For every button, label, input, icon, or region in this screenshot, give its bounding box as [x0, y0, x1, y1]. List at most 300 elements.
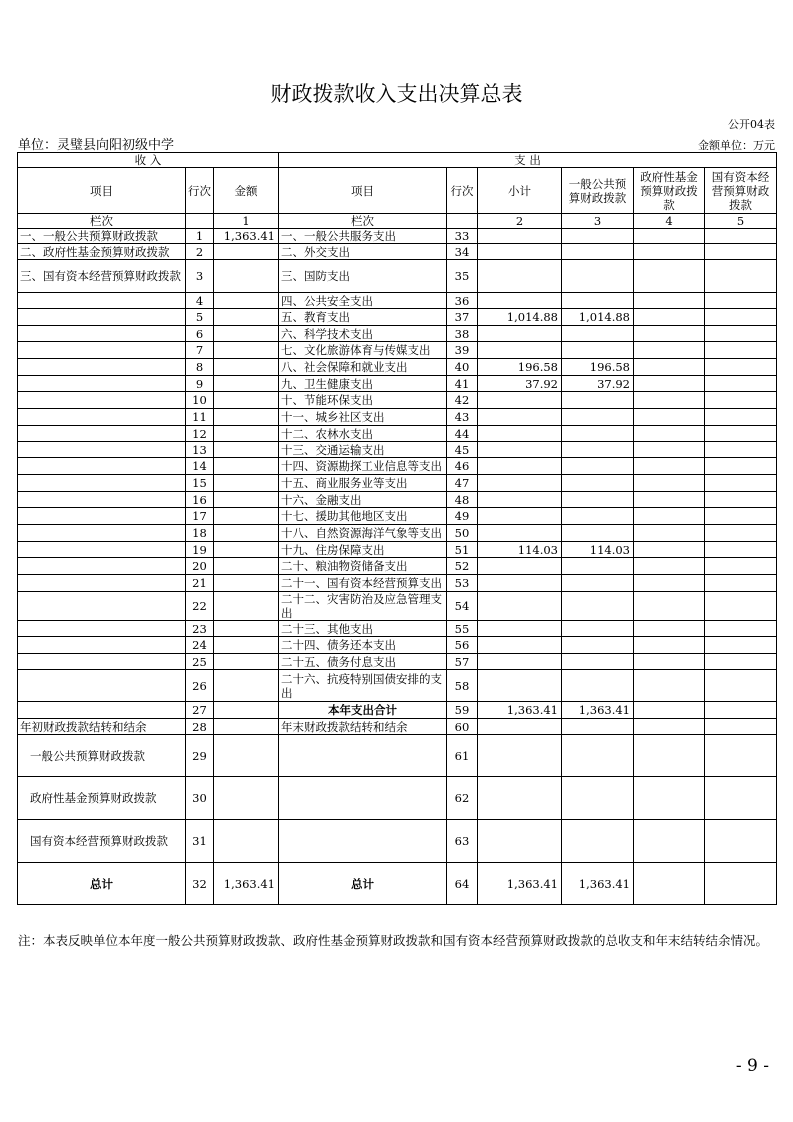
table-row [18, 475, 777, 492]
expense-state [705, 637, 777, 654]
expense-state [705, 342, 777, 359]
table-row [18, 260, 777, 293]
unit-label: 单位：灵璧县向阳初级中学 [18, 138, 175, 153]
income-line: 4 [186, 293, 214, 309]
income-line: 23 [186, 621, 214, 637]
table-row [18, 735, 777, 777]
expense-item: 八、社会保障和就业支出 [279, 359, 447, 376]
income-line: 2 [186, 244, 214, 260]
income-item [18, 442, 186, 458]
expense-general [562, 575, 634, 592]
expense-subtotal [478, 426, 562, 442]
expense-state [705, 442, 777, 458]
expense-general [562, 777, 634, 820]
expense-state [705, 376, 777, 392]
expense-fund [634, 229, 705, 244]
expense-state [705, 309, 777, 326]
expense-subtotal [478, 719, 562, 735]
expense-subtotal [478, 392, 562, 409]
expense-fund [634, 458, 705, 475]
expense-fund [634, 309, 705, 326]
table-row [18, 342, 777, 359]
expense-state [705, 458, 777, 475]
table-row [18, 719, 777, 735]
income-amount [214, 525, 279, 542]
expense-fund [634, 260, 705, 293]
income-item [18, 525, 186, 542]
expense-general [562, 475, 634, 492]
expense-line: 38 [447, 326, 478, 342]
expense-subtotal: 1,363.41 [478, 702, 562, 719]
expense-general: 1,363.41 [562, 702, 634, 719]
income-item [18, 342, 186, 359]
income-item [18, 654, 186, 670]
income-item: 三、国有资本经营预算财政拨款 [18, 260, 186, 293]
income-section-header: 收 入 [18, 153, 279, 168]
income-amount [214, 820, 279, 863]
expense-fund [634, 293, 705, 309]
expense-state [705, 244, 777, 260]
expense-general [562, 621, 634, 637]
expense-line: 44 [447, 426, 478, 442]
expense-subtotal [478, 475, 562, 492]
income-line: 29 [186, 735, 214, 777]
expense-state [705, 820, 777, 863]
expense-state [705, 575, 777, 592]
table-row [18, 392, 777, 409]
expense-state [705, 492, 777, 508]
expense-line: 35 [447, 260, 478, 293]
expense-line: 40 [447, 359, 478, 376]
income-line: 7 [186, 342, 214, 359]
expense-fund [634, 342, 705, 359]
money-unit: 金额单位：万元 [698, 139, 775, 152]
expense-state [705, 260, 777, 293]
income-amount [214, 409, 279, 426]
column-row-empty2 [447, 214, 478, 229]
expense-state [705, 621, 777, 637]
income-amount [214, 575, 279, 592]
income-item [18, 392, 186, 409]
budget-table [17, 152, 777, 905]
expense-fund [634, 621, 705, 637]
income-item [18, 492, 186, 508]
expense-item: 九、卫生健康支出 [279, 376, 447, 392]
income-line: 5 [186, 309, 214, 326]
expense-general [562, 558, 634, 575]
expense-fund [634, 376, 705, 392]
expense-item: 二十三、其他支出 [279, 621, 447, 637]
expense-item: 一、一般公共服务支出 [279, 229, 447, 244]
expense-subtotal: 196.58 [478, 359, 562, 376]
income-line: 17 [186, 508, 214, 525]
expense-fund [634, 719, 705, 735]
table-row [18, 409, 777, 426]
expense-subtotal [478, 525, 562, 542]
expense-general [562, 442, 634, 458]
expense-general [562, 637, 634, 654]
expense-general [562, 426, 634, 442]
income-item: 总计 [18, 863, 186, 905]
expense-subtotal [478, 508, 562, 525]
expense-fund [634, 702, 705, 719]
expense-fund [634, 542, 705, 558]
income-item [18, 621, 186, 637]
expense-general: 1,363.41 [562, 863, 634, 905]
table-row [18, 558, 777, 575]
expense-item: 十一、城乡社区支出 [279, 409, 447, 426]
income-amount [214, 654, 279, 670]
expense-line: 49 [447, 508, 478, 525]
income-item [18, 326, 186, 342]
expense-fund [634, 442, 705, 458]
expense-fund [634, 392, 705, 409]
expense-item: 六、科学技术支出 [279, 326, 447, 342]
income-amount [214, 621, 279, 637]
income-line: 27 [186, 702, 214, 719]
expense-item: 十九、住房保障支出 [279, 542, 447, 558]
income-line: 14 [186, 458, 214, 475]
expense-general [562, 592, 634, 621]
income-line: 31 [186, 820, 214, 863]
expense-general [562, 654, 634, 670]
income-item: 二、政府性基金预算财政拨款 [18, 244, 186, 260]
expense-subtotal [478, 409, 562, 426]
expense-fund [634, 492, 705, 508]
expense-fund [634, 244, 705, 260]
expense-subtotal [478, 326, 562, 342]
page-number: - 9 - [735, 1056, 769, 1076]
expense-item: 十二、农林水支出 [279, 426, 447, 442]
expense-item: 十五、商业服务业等支出 [279, 475, 447, 492]
income-amount [214, 637, 279, 654]
expense-item: 十、节能环保支出 [279, 392, 447, 409]
expense-general [562, 735, 634, 777]
expense-line: 42 [447, 392, 478, 409]
income-item: 国有资本经营预算财政拨款 [18, 820, 186, 863]
expense-fund [634, 409, 705, 426]
income-line: 21 [186, 575, 214, 592]
income-line: 9 [186, 376, 214, 392]
expense-line: 58 [447, 670, 478, 702]
expense-line: 33 [447, 229, 478, 244]
expense-item: 四、公共安全支出 [279, 293, 447, 309]
expense-general [562, 342, 634, 359]
column-row-c5: 5 [705, 214, 777, 229]
expense-state [705, 409, 777, 426]
expense-line: 47 [447, 475, 478, 492]
income-amount [214, 442, 279, 458]
expense-subtotal [478, 621, 562, 637]
expense-item: 本年支出合计 [279, 702, 447, 719]
income-amount [214, 735, 279, 777]
expense-state [705, 702, 777, 719]
expense-subtotal [478, 592, 562, 621]
column-row-c2: 2 [478, 214, 562, 229]
expense-subtotal [478, 654, 562, 670]
income-line: 16 [186, 492, 214, 508]
income-amount [214, 702, 279, 719]
expense-line: 54 [447, 592, 478, 621]
expense-fund [634, 575, 705, 592]
column-row-label2: 栏次 [279, 214, 447, 229]
expense-state [705, 475, 777, 492]
expense-state [705, 592, 777, 621]
income-item [18, 376, 186, 392]
income-amount [214, 309, 279, 326]
expense-item: 七、文化旅游体育与传媒支出 [279, 342, 447, 359]
expense-subtotal: 114.03 [478, 542, 562, 558]
expense-state [705, 392, 777, 409]
expense-subtotal [478, 670, 562, 702]
expense-general [562, 392, 634, 409]
expense-item [279, 777, 447, 820]
expense-line: 64 [447, 863, 478, 905]
table-row [18, 508, 777, 525]
expense-fund [634, 637, 705, 654]
expense-line: 50 [447, 525, 478, 542]
income-line: 22 [186, 592, 214, 621]
table-row [18, 575, 777, 592]
income-line: 10 [186, 392, 214, 409]
income-amount [214, 376, 279, 392]
income-amount [214, 458, 279, 475]
expense-line: 62 [447, 777, 478, 820]
expense-state [705, 863, 777, 905]
expense-subtotal [478, 244, 562, 260]
income-line: 11 [186, 409, 214, 426]
expense-state [705, 558, 777, 575]
income-item [18, 637, 186, 654]
income-amount [214, 342, 279, 359]
income-amount: 1,363.41 [214, 863, 279, 905]
expense-subtotal: 1,014.88 [478, 309, 562, 326]
expense-general [562, 326, 634, 342]
expense-state [705, 293, 777, 309]
table-row [18, 525, 777, 542]
table-row [18, 244, 777, 260]
expense-subtotal [478, 777, 562, 820]
income-line: 24 [186, 637, 214, 654]
income-item [18, 359, 186, 376]
expense-state [705, 525, 777, 542]
table-row [18, 376, 777, 392]
expense-general [562, 260, 634, 293]
income-item: 政府性基金预算财政拨款 [18, 777, 186, 820]
income-amount [214, 777, 279, 820]
income-item: 一般公共预算财政拨款 [18, 735, 186, 777]
expense-general [562, 293, 634, 309]
header-item: 项目 [18, 168, 186, 214]
income-item [18, 426, 186, 442]
income-item [18, 409, 186, 426]
income-line: 12 [186, 426, 214, 442]
column-row-c3: 3 [562, 214, 634, 229]
expense-general [562, 244, 634, 260]
expense-subtotal [478, 458, 562, 475]
income-line: 13 [186, 442, 214, 458]
expense-general: 196.58 [562, 359, 634, 376]
expense-item: 十七、援助其他地区支出 [279, 508, 447, 525]
expense-item: 二十四、债务还本支出 [279, 637, 447, 654]
income-line: 20 [186, 558, 214, 575]
income-amount [214, 426, 279, 442]
table-row [18, 293, 777, 309]
column-row-label: 栏次 [18, 214, 186, 229]
income-item [18, 309, 186, 326]
expense-fund [634, 475, 705, 492]
expense-subtotal [478, 293, 562, 309]
header-fund: 政府性基金预算财政拨款 [634, 168, 705, 214]
income-amount [214, 508, 279, 525]
income-item: 一、一般公共预算财政拨款 [18, 229, 186, 244]
expense-line: 36 [447, 293, 478, 309]
income-item [18, 670, 186, 702]
expense-general [562, 409, 634, 426]
income-amount [214, 392, 279, 409]
expense-state [705, 735, 777, 777]
table-row [18, 326, 777, 342]
expense-subtotal [478, 342, 562, 359]
income-amount [214, 670, 279, 702]
expense-item: 年末财政拨款结转和结余 [279, 719, 447, 735]
header-line: 行次 [186, 168, 214, 214]
expense-line: 57 [447, 654, 478, 670]
expense-line: 56 [447, 637, 478, 654]
income-item: 年初财政拨款结转和结余 [18, 719, 186, 735]
expense-fund [634, 654, 705, 670]
expense-general [562, 229, 634, 244]
expense-subtotal [478, 637, 562, 654]
table-row [18, 777, 777, 820]
expense-section-header: 支 出 [279, 153, 777, 168]
expense-general: 1,014.88 [562, 309, 634, 326]
expense-fund [634, 820, 705, 863]
income-item [18, 542, 186, 558]
expense-subtotal [478, 735, 562, 777]
expense-item: 五、教育支出 [279, 309, 447, 326]
expense-state [705, 654, 777, 670]
expense-state [705, 426, 777, 442]
expense-subtotal [478, 492, 562, 508]
income-amount [214, 293, 279, 309]
page-title: 财政拨款收入支出决算总表 [270, 82, 523, 106]
income-amount [214, 475, 279, 492]
expense-general: 37.92 [562, 376, 634, 392]
table-row [18, 621, 777, 637]
expense-state [705, 670, 777, 702]
income-amount [214, 719, 279, 735]
expense-line: 43 [447, 409, 478, 426]
expense-general: 114.03 [562, 542, 634, 558]
header-state: 国有资本经营预算财政拨款 [705, 168, 777, 214]
expense-general [562, 525, 634, 542]
income-line: 28 [186, 719, 214, 735]
expense-line: 55 [447, 621, 478, 637]
expense-item [279, 735, 447, 777]
income-item [18, 458, 186, 475]
expense-state [705, 508, 777, 525]
header-subtotal: 小计 [478, 168, 562, 214]
expense-fund [634, 426, 705, 442]
expense-fund [634, 592, 705, 621]
income-line: 30 [186, 777, 214, 820]
header-line2: 行次 [447, 168, 478, 214]
expense-line: 61 [447, 735, 478, 777]
income-amount [214, 558, 279, 575]
footnote: 注：本表反映单位本年度一般公共预算财政拨款、政府性基金预算财政拨款和国有资本经营预算财政拨款的总收支和年末结转结余情况。 [18, 933, 769, 948]
income-amount [214, 244, 279, 260]
expense-item: 二十六、抗疫特别国债安排的支出 [279, 670, 447, 702]
header-amount: 金额 [214, 168, 279, 214]
expense-subtotal: 37.92 [478, 376, 562, 392]
table-row [18, 309, 777, 326]
expense-state [705, 359, 777, 376]
expense-general [562, 719, 634, 735]
income-line: 6 [186, 326, 214, 342]
expense-line: 41 [447, 376, 478, 392]
income-item [18, 592, 186, 621]
expense-fund [634, 359, 705, 376]
header-general: 一般公共预算财政拨款 [562, 168, 634, 214]
income-amount [214, 260, 279, 293]
header-item2: 项目 [279, 168, 447, 214]
income-item [18, 702, 186, 719]
expense-line: 59 [447, 702, 478, 719]
expense-item: 二十一、国有资本经营预算支出 [279, 575, 447, 592]
table-row [18, 442, 777, 458]
income-line: 26 [186, 670, 214, 702]
expense-item: 十三、交通运输支出 [279, 442, 447, 458]
expense-subtotal [478, 442, 562, 458]
column-row-empty [186, 214, 214, 229]
table-row [18, 863, 777, 905]
expense-item: 二十、粮油物资储备支出 [279, 558, 447, 575]
income-line: 25 [186, 654, 214, 670]
expense-line: 48 [447, 492, 478, 508]
expense-subtotal [478, 558, 562, 575]
column-row-c4: 4 [634, 214, 705, 229]
expense-line: 34 [447, 244, 478, 260]
table-row [18, 592, 777, 621]
income-line: 8 [186, 359, 214, 376]
table-row [18, 458, 777, 475]
expense-subtotal [478, 260, 562, 293]
expense-subtotal [478, 229, 562, 244]
expense-item: 二十二、灾害防治及应急管理支出 [279, 592, 447, 621]
expense-general [562, 820, 634, 863]
expense-subtotal [478, 820, 562, 863]
expense-fund [634, 525, 705, 542]
expense-item: 十六、金融支出 [279, 492, 447, 508]
expense-item: 三、国防支出 [279, 260, 447, 293]
income-amount [214, 542, 279, 558]
expense-fund [634, 558, 705, 575]
expense-line: 52 [447, 558, 478, 575]
table-row [18, 492, 777, 508]
expense-fund [634, 777, 705, 820]
expense-fund [634, 508, 705, 525]
income-item [18, 508, 186, 525]
income-amount [214, 326, 279, 342]
expense-item: 二、外交支出 [279, 244, 447, 260]
income-item [18, 558, 186, 575]
income-line: 32 [186, 863, 214, 905]
income-amount [214, 492, 279, 508]
expense-line: 53 [447, 575, 478, 592]
expense-general [562, 458, 634, 475]
table-row [18, 702, 777, 719]
